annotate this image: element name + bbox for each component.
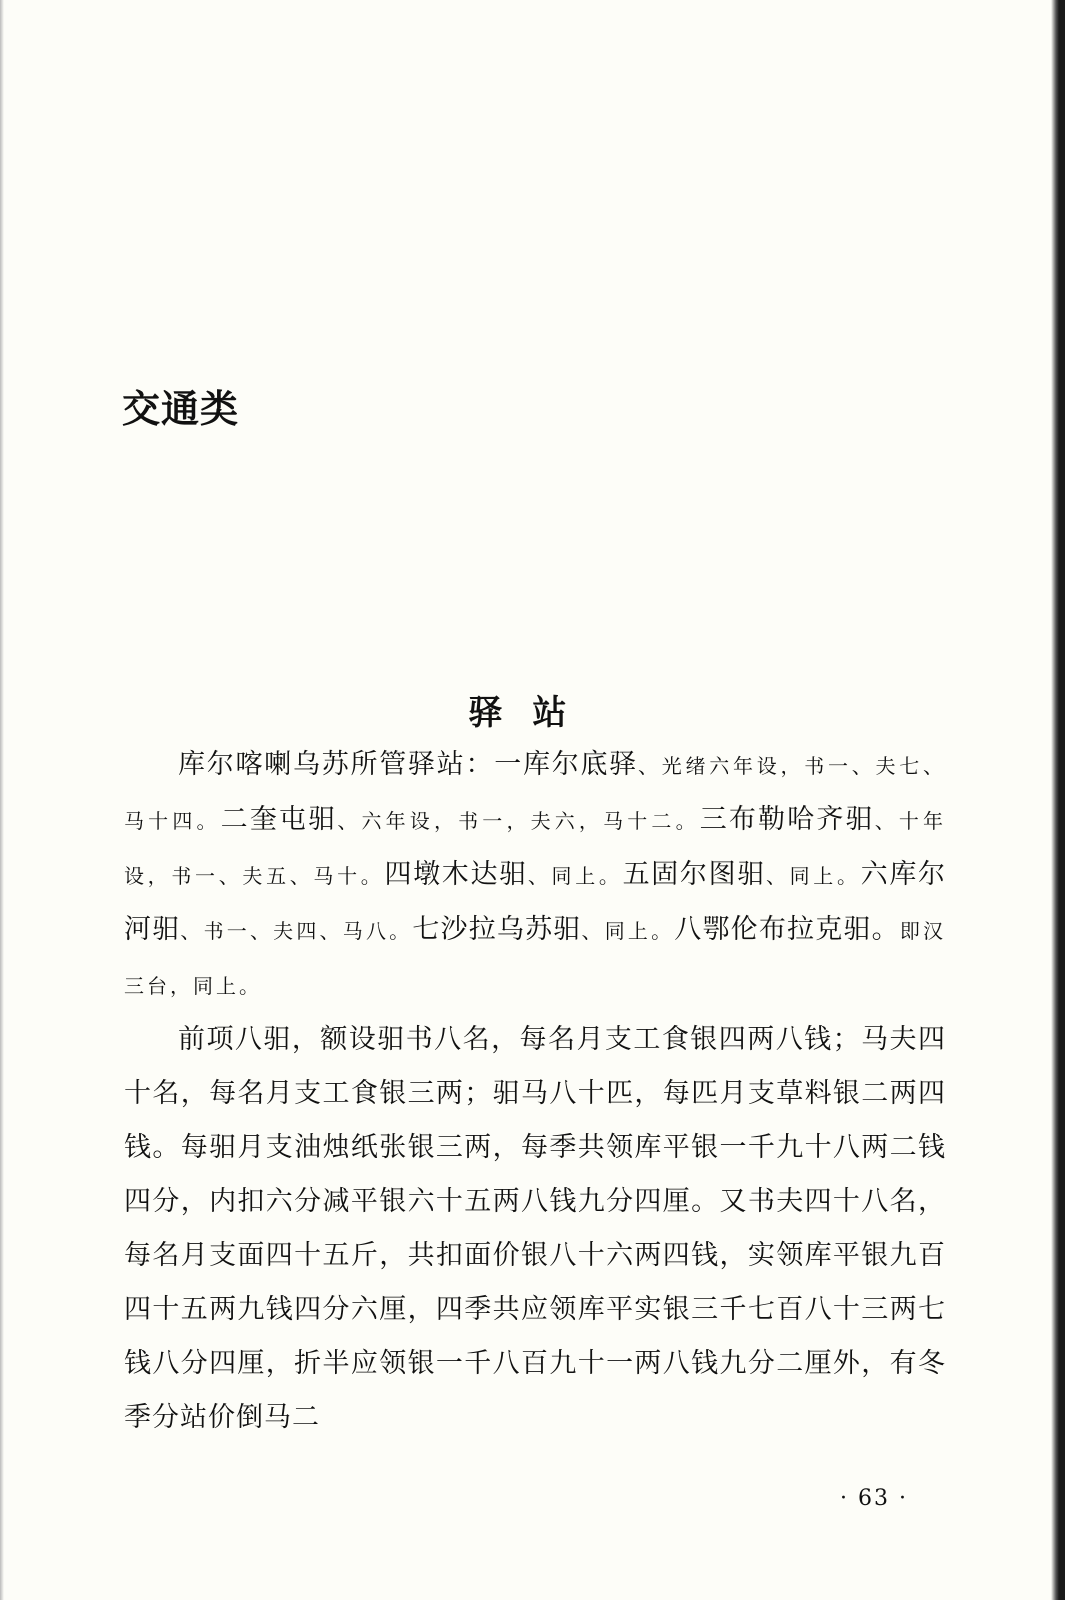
note-segment: 、同上。 xyxy=(581,919,675,943)
text-segment: 四墩木达驲 xyxy=(384,859,528,890)
note-segment: 、十年设，书一、夫五、马十。 xyxy=(124,809,947,888)
section-title: 交通类 xyxy=(122,387,240,431)
page-number: · 63 · xyxy=(840,1486,908,1511)
note-segment: 、书一、夫四、马八。 xyxy=(180,919,413,943)
text-segment: 库尔喀喇乌苏所管驿站：一库尔底驿 xyxy=(178,749,638,780)
note-segment: 、光绪六年设，书一、夫七、马十四。 xyxy=(124,754,946,833)
note-segment: 、同上。 xyxy=(765,864,861,888)
note-segment: 、同上。 xyxy=(527,864,623,888)
text-segment: 七沙拉乌苏驲 xyxy=(412,914,582,945)
body-text xyxy=(124,738,946,1445)
page-right-edge xyxy=(1051,0,1065,1600)
paragraph-1 xyxy=(124,738,946,1013)
note-segment: 即汉三台，同上。 xyxy=(124,919,947,998)
text-segment: 五固尔图驲 xyxy=(622,859,766,890)
text-segment: 二奎屯驲 xyxy=(220,804,338,835)
text-segment: 三布勒哈齐驲 xyxy=(699,804,875,835)
page-left-edge xyxy=(0,0,4,1600)
text-segment: 六库尔河驲 xyxy=(124,859,947,945)
note-segment: 、六年设，书一，夫六，马十二。 xyxy=(337,809,700,833)
text-segment: 八鄂伦布拉克驲。 xyxy=(674,914,900,945)
paragraph-2: 前项八驲，额设驲书八名，每名月支工食银四两八钱；马夫四十名，每名月支工食银三两；驲马八十匹，每匹月支草料银二两四钱。每驲月支油烛纸张银三两，每季共领库平银一千九十八两二钱四分，内扣六分减平银六十五两八钱九分四厘。又书夫四十八名，每名月支面四十五斤，共扣面价银八十六两四钱，实领库平银九百四十五两九钱四分六厘，四季共应领库平实银三千七百八十三两七钱八分四厘，折半应领银一千八百九十一两八钱九分二厘外，有冬季分站价倒马二 xyxy=(124,1024,946,1433)
subsection-title: 驿站 xyxy=(468,693,597,733)
